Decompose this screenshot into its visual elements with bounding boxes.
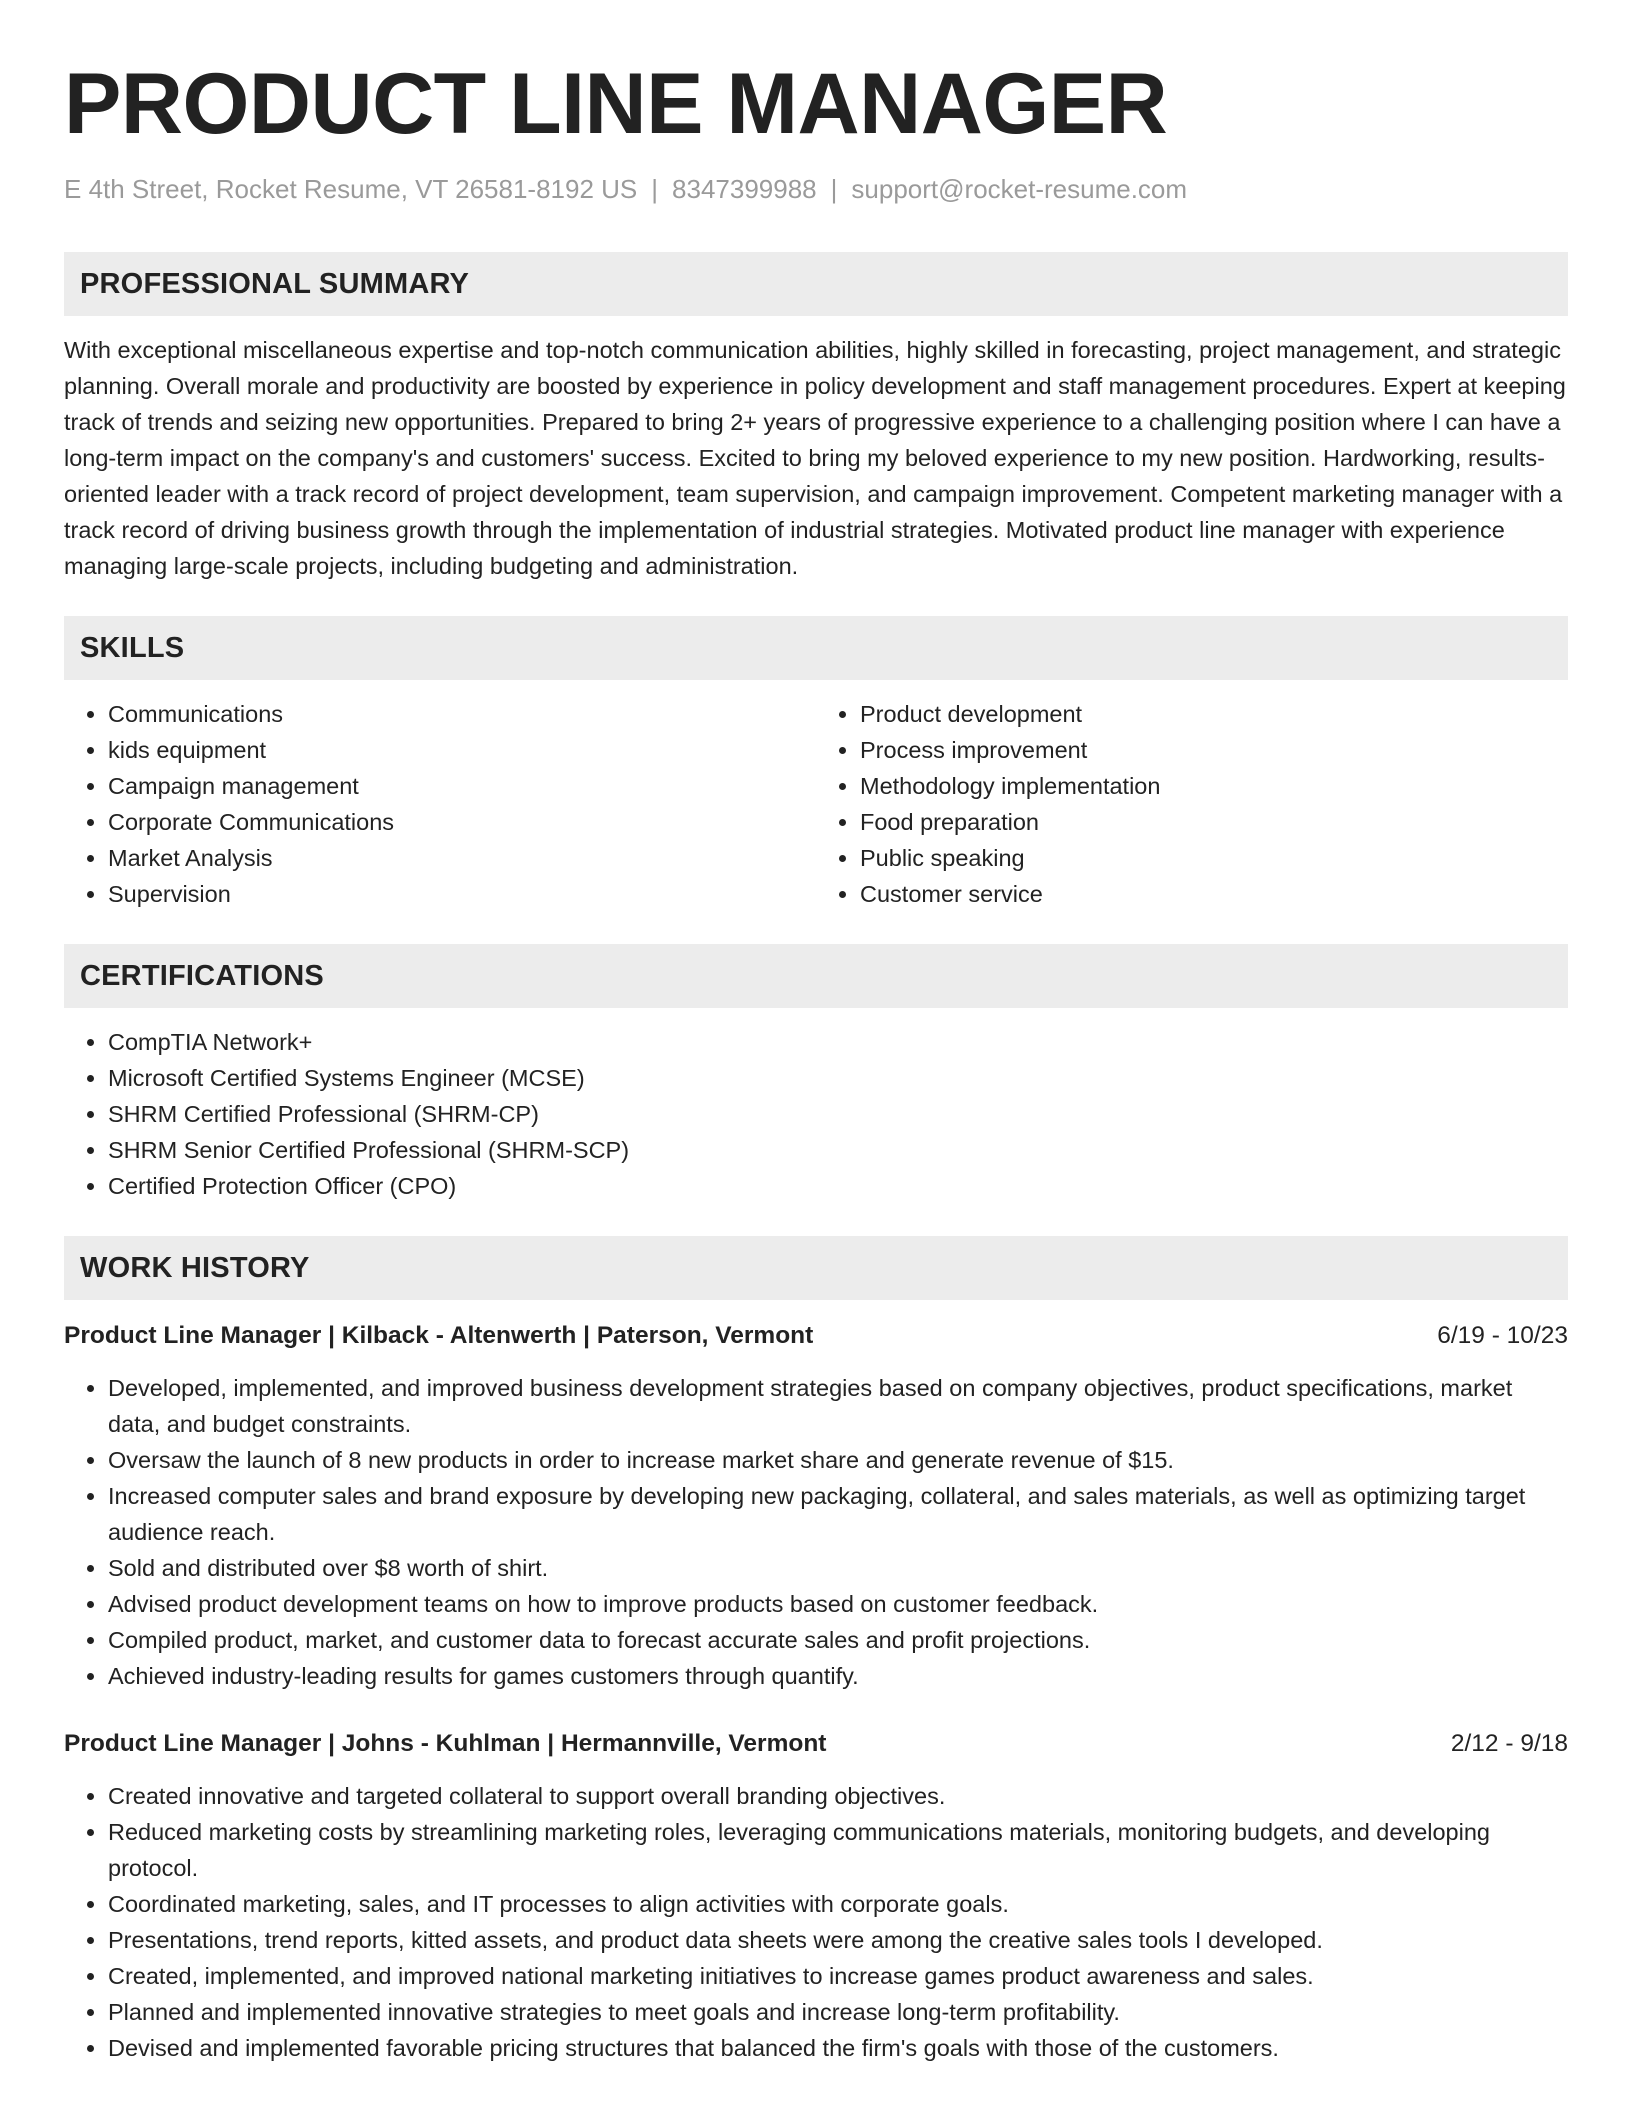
contact-line xyxy=(64,172,1568,206)
job-bullet: • Achieved industry-leading results for games customers through quantify. xyxy=(108,1658,1568,1694)
job-heading-row xyxy=(64,1726,1568,1762)
contact-address: E 4th Street, Rocket Resume, VT 26581-8192 US xyxy=(64,174,638,204)
skills-columns xyxy=(64,696,1568,912)
job-heading-row xyxy=(64,1318,1568,1354)
certification-item: • SHRM Certified Professional (SHRM-CP) xyxy=(108,1096,1568,1132)
contact-phone: 8347399988 xyxy=(672,174,817,204)
section-header-certifications: CERTIFICATIONS xyxy=(64,944,1568,1008)
skill-item: • Communications xyxy=(108,696,816,732)
job-bullet: • Devised and implemented favorable pricing structures that balanced the firm's goals with those of the customers. xyxy=(108,2030,1568,2066)
certification-item: • Certified Protection Officer (CPO) xyxy=(108,1168,1568,1204)
certification-item: • SHRM Senior Certified Professional (SHRM-SCP) xyxy=(108,1132,1568,1168)
job-bullet: • Oversaw the launch of 8 new products in order to increase market share and generate revenue of $15. xyxy=(108,1442,1568,1478)
job-bullets xyxy=(64,1370,1568,1694)
skill-item: • Public speaking xyxy=(860,840,1568,876)
contact-email: support@rocket-resume.com xyxy=(851,174,1188,204)
contact-separator: | xyxy=(830,174,838,204)
certification-item: • Microsoft Certified Systems Engineer (MCSE) xyxy=(108,1060,1568,1096)
skill-item: • Corporate Communications xyxy=(108,804,816,840)
skill-item: • Campaign management xyxy=(108,768,816,804)
skill-item: • Process improvement xyxy=(860,732,1568,768)
job-dates: 2/12 - 9/18 xyxy=(1450,1730,1568,1757)
section-header-summary: PROFESSIONAL SUMMARY xyxy=(64,252,1568,316)
skill-item: • Customer service xyxy=(860,876,1568,912)
skill-item: • Methodology implementation xyxy=(860,768,1568,804)
job-bullet: • Developed, implemented, and improved business development strategies based on company objectives, product specifications, market data, and budget constraints. xyxy=(108,1370,1568,1442)
job-bullet: • Planned and implemented innovative strategies to meet goals and increase long-term profitability. xyxy=(108,1994,1568,2030)
job-title: Product Line Manager | Kilback - Altenwerth | Paterson, Vermont xyxy=(64,1322,814,1349)
job-title: Product Line Manager | Johns - Kuhlman | Hermannville, Vermont xyxy=(64,1730,827,1757)
certifications-list xyxy=(64,1024,1568,1204)
contact-separator: | xyxy=(651,174,659,204)
skill-item: • Supervision xyxy=(108,876,816,912)
skills-list-left xyxy=(64,696,816,912)
job-bullet: • Coordinated marketing, sales, and IT processes to align activities with corporate goals. xyxy=(108,1886,1568,1922)
certification-item: • CompTIA Network+ xyxy=(108,1024,1568,1060)
job-bullet: • Compiled product, market, and customer data to forecast accurate sales and profit projections. xyxy=(108,1622,1568,1658)
job-bullet: • Presentations, trend reports, kitted assets, and product data sheets were among the creative sales tools I developed. xyxy=(108,1922,1568,1958)
skill-item: • Market Analysis xyxy=(108,840,816,876)
job-bullet: • Reduced marketing costs by streamlining marketing roles, leveraging communications materials, monitoring budgets, and developing protocol. xyxy=(108,1814,1568,1886)
job-bullet: • Increased computer sales and brand exposure by developing new packaging, collateral, and sales materials, as well as optimizing target audience reach. xyxy=(108,1478,1568,1550)
skill-item: • kids equipment xyxy=(108,732,816,768)
skill-item: • Product development xyxy=(860,696,1568,732)
job-bullet: • Created, implemented, and improved national marketing initiatives to increase games product awareness and sales. xyxy=(108,1958,1568,1994)
summary-text: With exceptional miscellaneous expertise and top-notch communication abilities, highly skilled in forecasting, project management, and strategic planning. Overall morale and productivity are boosted by experience in policy development and staff management procedures. Expert at keeping track of trends and seizing new opportunities. Prepared to bring 2+ years of progressive experience to a challenging position where I can have a long-term impact on the company's and customers' success. Excited to bring my beloved experience to my new position. Hardworking, results-oriented leader with a track record of project development, team supervision, and campaign improvement. Competent marketing manager with a track record of driving business growth through the implementation of industrial strategies. Motivated product line manager with experience managing large-scale projects, including budgeting and administration. xyxy=(64,337,1566,579)
job-bullet: • Advised product development teams on how to improve products based on customer feedback. xyxy=(108,1586,1568,1622)
job-bullets xyxy=(64,1778,1568,2066)
section-header-work-history: WORK HISTORY xyxy=(64,1236,1568,1300)
job-dates: 6/19 - 10/23 xyxy=(1437,1322,1568,1349)
skills-list-right xyxy=(816,696,1568,912)
job-bullet: • Created innovative and targeted collateral to support overall branding objectives. xyxy=(108,1778,1568,1814)
skill-item: • Food preparation xyxy=(860,804,1568,840)
section-header-skills: SKILLS xyxy=(64,616,1568,680)
job-bullet: • Sold and distributed over $8 worth of shirt. xyxy=(108,1550,1568,1586)
resume-name: PRODUCT LINE MANAGER xyxy=(64,56,1168,152)
